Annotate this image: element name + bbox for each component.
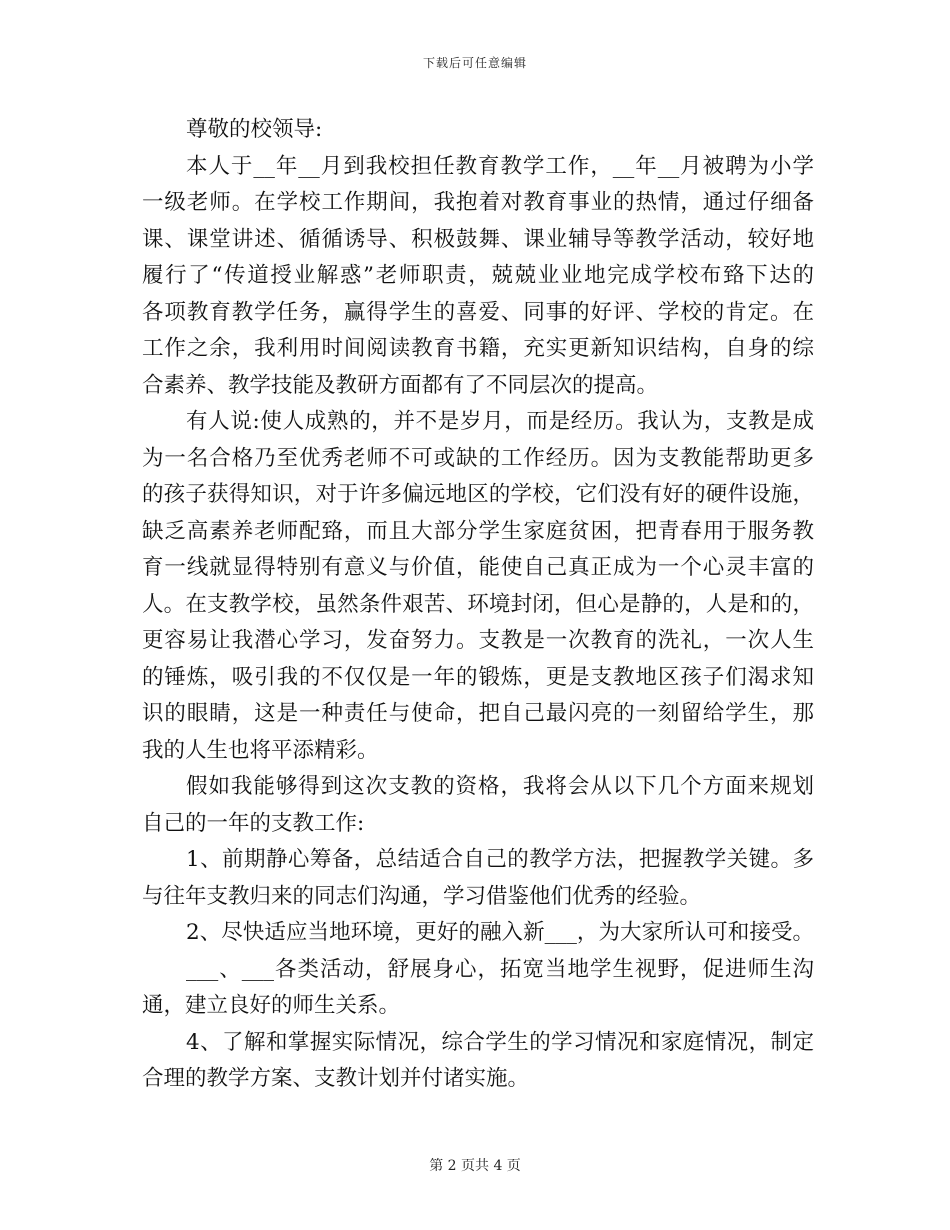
body-line: 人。在支教学校，虽然条件艰苦、环境封闭，但心是静的，人是和的， [142,591,814,617]
body-line: 我的人生也将平添精彩。 [142,737,379,763]
body-line: 合素养、教学技能及教研方面都有了不同层次的提高。 [142,372,659,398]
body-line: 各项教育教学任务，赢得学生的喜爱、同事的好评、学校的肯定。在 [142,299,814,325]
document-body [142,112,814,1098]
body-line: ___、___各类活动，舒展身心，拓宽当地学生视野，促进师生沟 [186,956,814,982]
body-line: 假如我能够得到这次支教的资格，我将会从以下几个方面来规划 [186,774,814,799]
body-line: 为一名合格乃至优秀老师不可或缺的工作经历。因为支教能帮助更多 [142,445,814,471]
body-line: 本人于__年__月到我校担任教育教学工作，__年__月被聘为小学 [186,153,814,179]
body-line: 缺乏高素养老师配臵，而且大部分学生家庭贫困，把青春用于服务教 [142,518,814,544]
body-line: 一级老师。在学校工作期间，我抱着对教育事业的热情，通过仔细备 [142,190,814,215]
body-line: 课、课堂讲述、循循诱导、积极鼓舞、课业辅导等教学活动，较好地 [142,226,814,252]
body-line: 工作之余，我利用时间阅读教育书籍，充实更新知识结构，自身的综 [142,336,814,361]
body-line: 的锤炼，吸引我的不仅仅是一年的锻炼，更是支教地区孩子们渴求知 [142,664,814,690]
body-line: 的孩子获得知识，对于许多偏远地区的学校，它们没有好的硬件设施， [142,482,814,507]
body-line: 履行了“传道授业解惑”老师职责，兢兢业业地完成学校布臵下达的 [142,263,814,288]
page-number: 第 2 页共 4 页 [429,1158,521,1174]
body-line: 有人说:使人成熟的，并不是岁月，而是经历。我认为，支教是成 [186,409,814,434]
body-line: 识的眼睛，这是一种责任与使命，把自己最闪亮的一刻留给学生，那 [142,701,814,726]
body-line: 与往年支教归来的同志们沟通，学习借鉴他们优秀的经验。 [142,883,702,909]
body-line: 更容易让我潜心学习，发奋努力。支教是一次教育的洗礼，一次人生 [142,628,814,653]
body-line: 2、尽快适应当地环境，更好的融入新___，为大家所认可和接受。 [186,920,814,945]
body-line: 自己的一年的支教工作: [142,810,365,836]
body-line: 通，建立良好的师生关系。 [142,993,401,1018]
body-line: 育一线就显得特别有意义与价值，能使自己真正成为一个心灵丰富的 [142,555,814,580]
salutation: 尊敬的校领导: [186,117,323,142]
body-line: 4、了解和掌握实际情况，综合学生的学习情况和家庭情况，制定 [186,1029,814,1055]
body-line: 合理的教学方案、支教计划并付诸实施。 [142,1066,530,1091]
body-line: 1、前期静心筹备，总结适合自己的教学方法，把握教学关键。多 [186,847,814,872]
header-note: 下载后可任意编辑 [422,56,527,70]
